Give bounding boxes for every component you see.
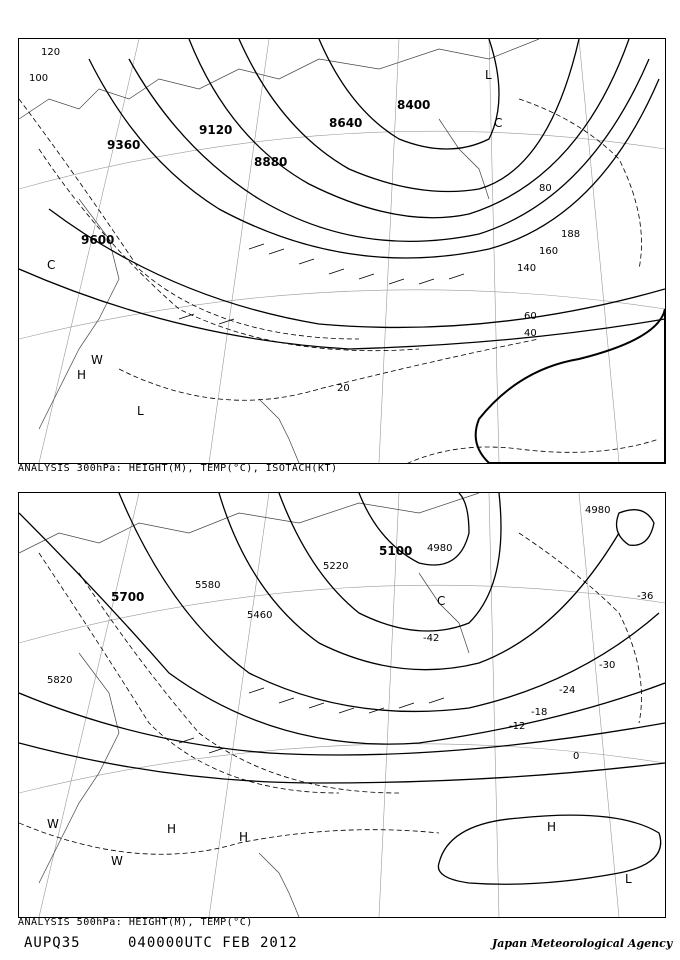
high-pressure-marker: H: [547, 820, 557, 834]
height-label: 4980: [427, 543, 453, 554]
low-pressure-marker: L: [137, 404, 144, 418]
warm-marker: W: [91, 353, 103, 367]
height-label: 8400: [397, 98, 431, 112]
map-500hpa: [19, 493, 665, 917]
temperature-label: 0: [573, 751, 580, 762]
isotach-label: 80: [539, 183, 552, 194]
isotach-label: 100: [29, 73, 49, 84]
temperature-label: -18: [531, 707, 548, 718]
cold-marker: C: [47, 258, 56, 272]
temperature-label: -24: [559, 685, 576, 696]
height-label: 5100: [379, 544, 413, 558]
height-contours: [19, 39, 665, 349]
height-label: 5460: [247, 610, 273, 621]
caption-500hpa: ANALYSIS 500hPa: HEIGHT(M), TEMP(°C): [18, 917, 253, 928]
height-label: 5700: [111, 590, 145, 604]
low-pressure-marker: L: [625, 872, 632, 886]
analysis-time: 040000UTC FEB 2012: [128, 935, 298, 951]
low-pressure-marker: L: [485, 68, 492, 82]
high-pressure-marker: H: [77, 368, 87, 382]
high-pressure-marker: H: [167, 822, 177, 836]
wind-barbs: [179, 244, 464, 324]
chart-300hpa: [18, 38, 666, 464]
warm-marker: W: [47, 817, 59, 831]
isotach-label: 140: [517, 263, 537, 274]
cold-marker: C: [437, 594, 446, 608]
isotach-label: 20: [337, 383, 350, 394]
height-label: 9600: [81, 233, 115, 247]
graticule: [19, 39, 665, 463]
isotach-20-closed-contour: [476, 309, 665, 463]
isotach-label: 40: [524, 328, 537, 339]
isotach-label: 188: [561, 229, 581, 240]
isotach-label: 120: [41, 47, 61, 58]
height-label: 9360: [107, 138, 141, 152]
temperature-label: -30: [599, 660, 616, 671]
height-label: 5820: [47, 675, 73, 686]
temperature-label: -12: [509, 721, 526, 732]
height-label: 4980: [585, 505, 611, 516]
map-300hpa: [19, 39, 665, 463]
warm-marker: W: [111, 854, 123, 868]
height-label: 8640: [329, 116, 363, 130]
temperature-label: -42: [423, 633, 440, 644]
caption-300hpa: ANALYSIS 300hPa: HEIGHT(M), TEMP(°C), ISOTACH(KT): [18, 463, 338, 474]
chart-code: AUPQ35: [24, 935, 81, 951]
height-label: 8880: [254, 155, 288, 169]
height-label: 5220: [323, 561, 349, 572]
agency-name: Japan Meteorological Agency: [492, 937, 673, 950]
cold-marker: C: [494, 116, 503, 130]
height-label: 9120: [199, 123, 233, 137]
height-label: 5580: [195, 580, 221, 591]
chart-500hpa: [18, 492, 666, 918]
temperature-contours: [19, 533, 642, 854]
isotach-label: 160: [539, 246, 559, 257]
temperature-label: -36: [637, 591, 654, 602]
high-pressure-marker: H: [239, 830, 249, 844]
closed-low-contour: [617, 510, 654, 546]
isotach-label: 60: [524, 311, 537, 322]
